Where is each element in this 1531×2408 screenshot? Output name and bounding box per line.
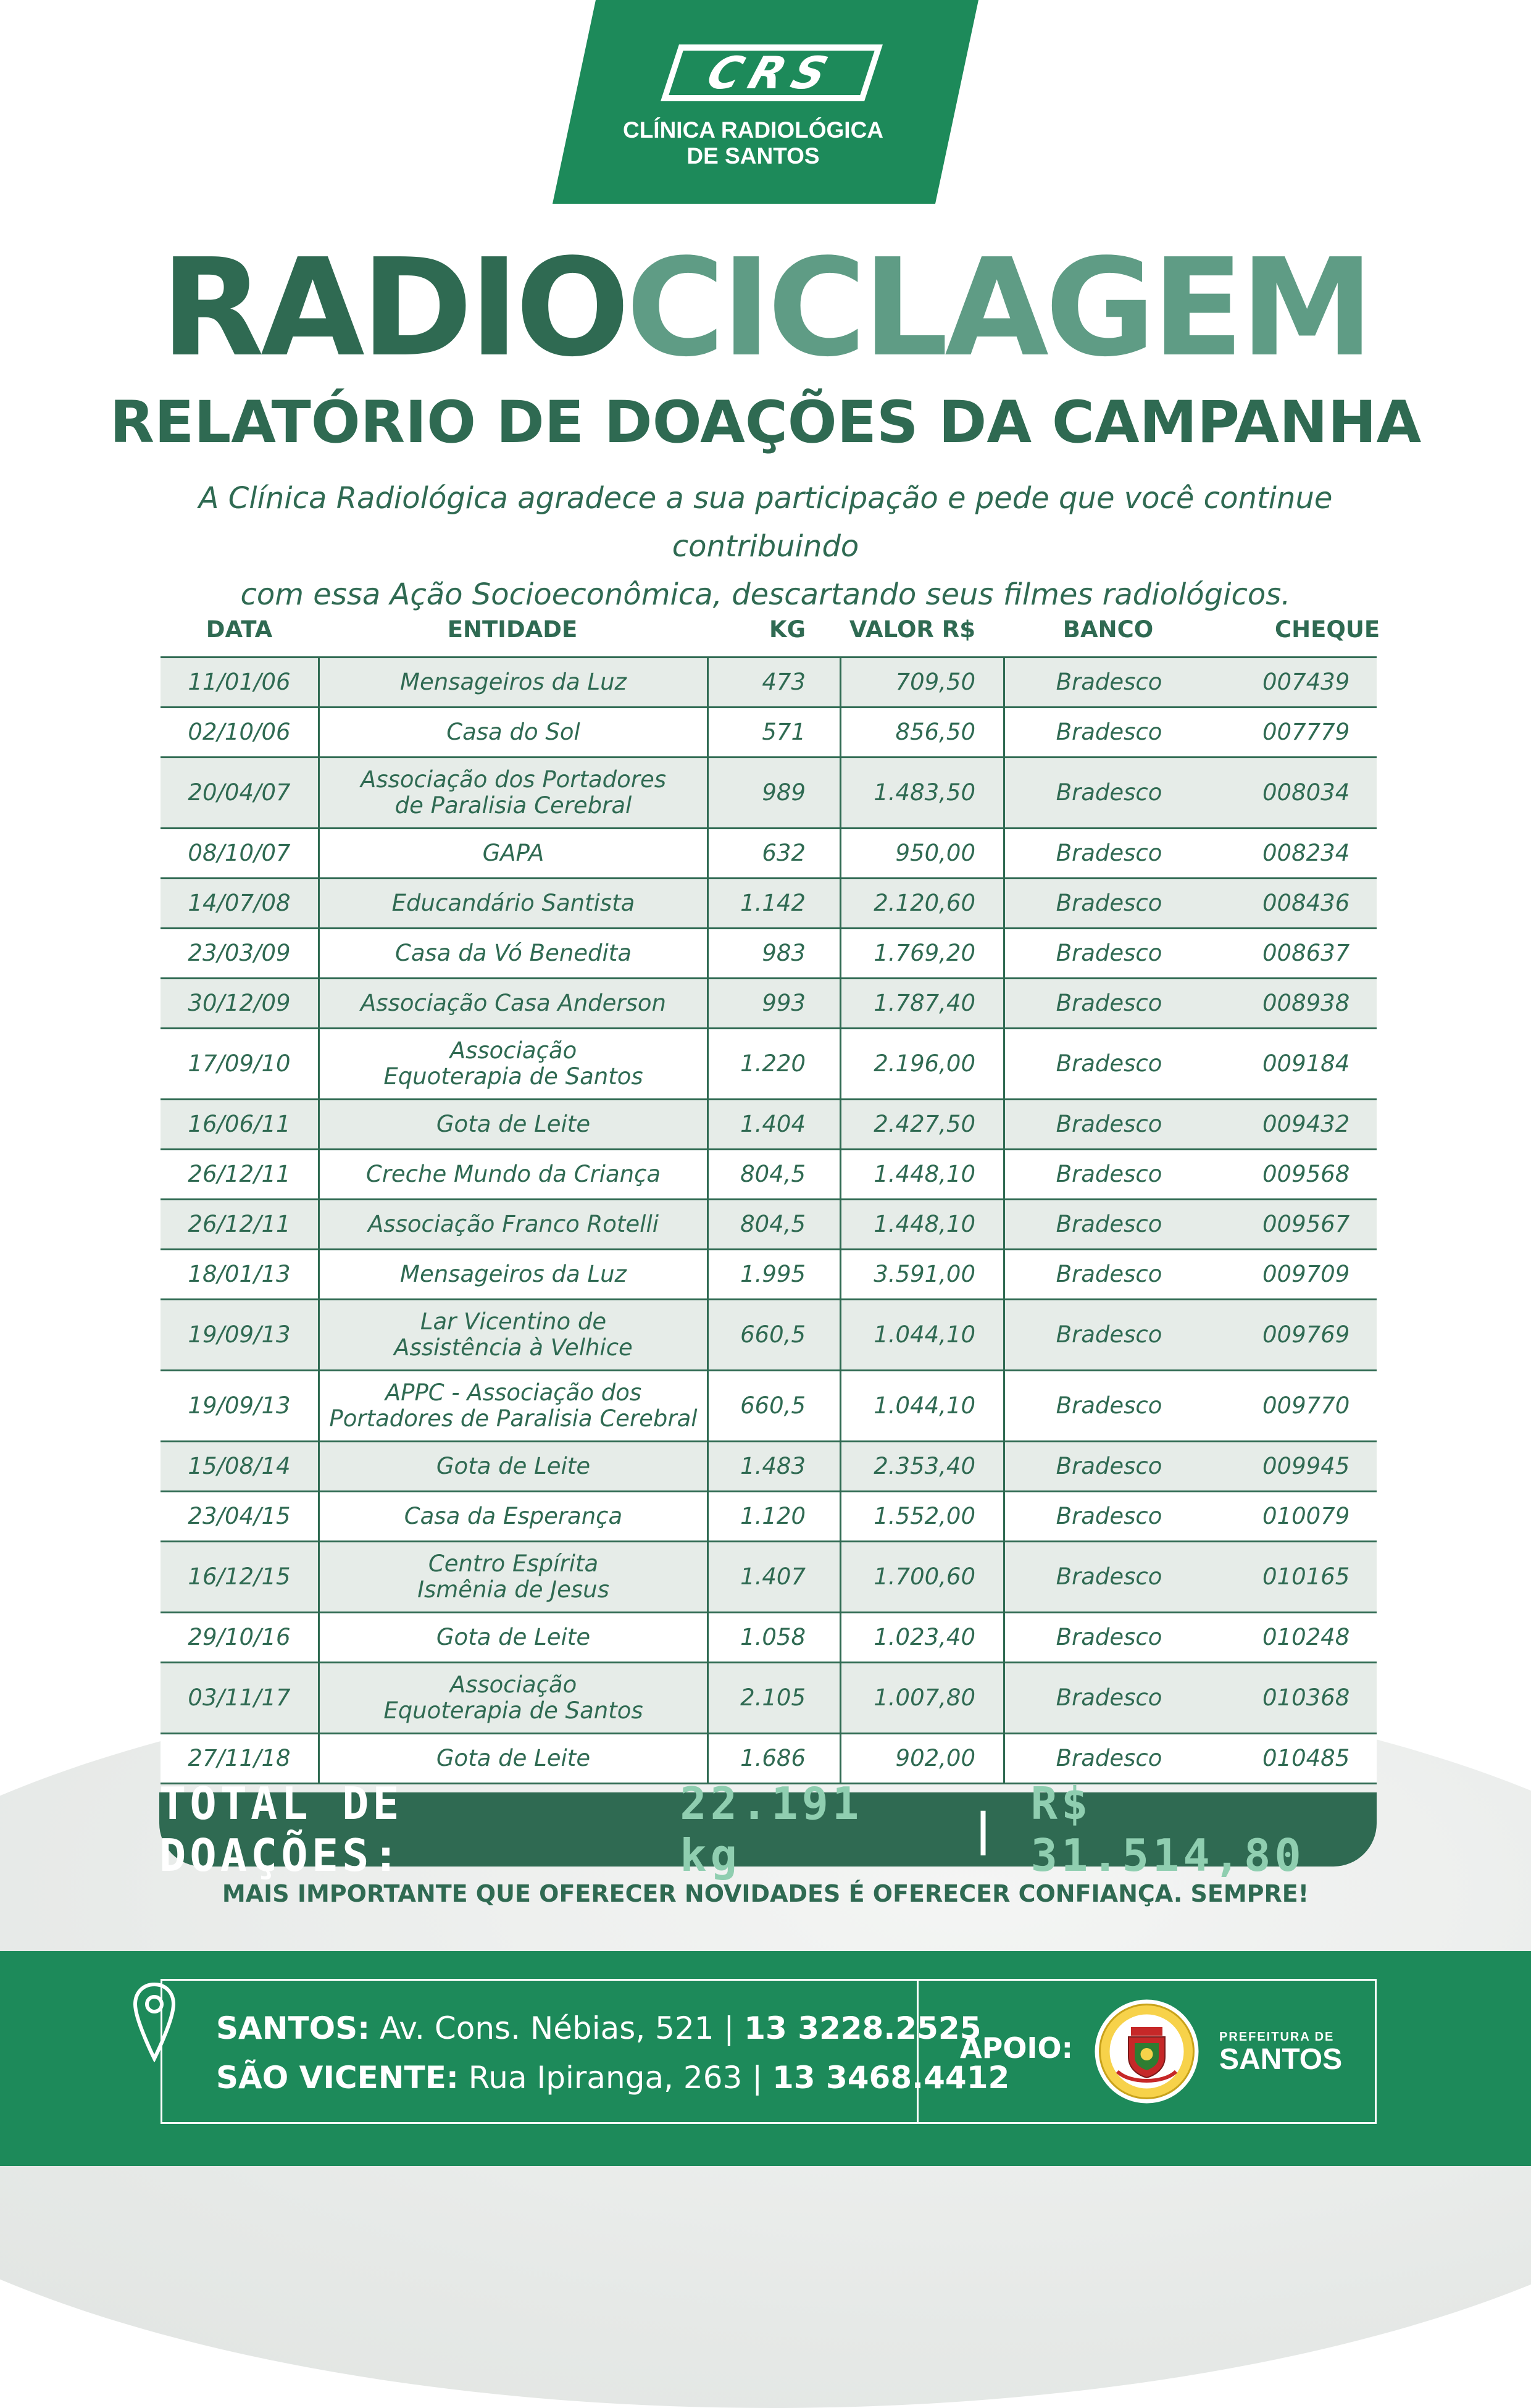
table-row [161, 1442, 1377, 1492]
cell-banco: Bradesco [1003, 1371, 1213, 1440]
cell-cheque: 010165 [1262, 1563, 1350, 1590]
cell-entity [318, 1150, 707, 1198]
cell-valor: 1.044,10 [840, 1371, 1003, 1440]
sv-label: SÃO VICENTE: [216, 2060, 459, 2096]
entity-line1: Associação Franco Rotelli [367, 1211, 659, 1237]
cell-cheque: 009709 [1262, 1261, 1350, 1287]
cell-valor: 1.007,80 [840, 1663, 1003, 1733]
donations-table [161, 602, 1380, 1784]
table-row [161, 1663, 1377, 1734]
total-label: TOTAL DE DOAÇÕES: [159, 1778, 403, 1881]
cell-banco: Bradesco [1003, 979, 1213, 1027]
cell-entity [318, 1100, 707, 1148]
header-entidade: ENTIDADE [447, 616, 578, 643]
cell-date: 16/06/11 [188, 1111, 291, 1137]
cell-cheque: 008234 [1262, 840, 1350, 866]
cell-kg: 571 [707, 708, 840, 756]
cell-banco: Bradesco [1003, 1663, 1213, 1733]
table-row [161, 758, 1377, 829]
cell-kg: 1.407 [707, 1542, 840, 1612]
cell-date: 23/03/09 [188, 940, 291, 966]
address-sao-vicente [216, 2053, 1009, 2102]
entity-line1: Lar Vicentino de [420, 1308, 607, 1335]
cell-date: 14/07/08 [188, 890, 291, 916]
cell-entity [318, 1734, 707, 1783]
total-kg: 22.191 kg [680, 1778, 863, 1881]
header-cheque: CHEQUE [1275, 616, 1380, 643]
cell-date: 16/12/15 [188, 1563, 291, 1590]
cell-kg: 473 [707, 658, 840, 706]
title-part1: RADIO [161, 230, 627, 387]
cell-valor: 2.196,00 [840, 1029, 1003, 1098]
cell-cheque: 007779 [1262, 719, 1350, 745]
cell-kg: 1.483 [707, 1442, 840, 1490]
page-subtitle: RELATÓRIO DE DOAÇÕES DA CAMPANHA [109, 389, 1422, 456]
title-part2: CICLAGEM [626, 230, 1370, 387]
cell-date: 23/04/15 [188, 1503, 291, 1529]
city-seal-icon [1093, 1997, 1201, 2105]
cell-valor: 950,00 [840, 829, 1003, 877]
table-row [161, 1492, 1377, 1542]
cell-valor: 2.427,50 [840, 1100, 1003, 1148]
cell-cheque: 009769 [1262, 1321, 1350, 1348]
cell-cheque: 010485 [1262, 1745, 1350, 1771]
entity-line1: Educandário Santista [391, 890, 635, 916]
table-row [161, 829, 1377, 879]
cell-date: 19/09/13 [188, 1321, 291, 1348]
cell-cheque: 010079 [1262, 1503, 1350, 1529]
location-pin-icon [133, 1982, 176, 2062]
table-row [161, 1150, 1377, 1200]
entity-line1: Associação [449, 1037, 577, 1064]
table-row [161, 1613, 1377, 1663]
cell-banco: Bradesco [1003, 658, 1213, 706]
cell-date: 26/12/11 [188, 1211, 291, 1237]
cell-kg: 993 [707, 979, 840, 1027]
cell-entity [318, 979, 707, 1027]
entity-line1: Creche Mundo da Criança [365, 1161, 661, 1187]
cell-kg: 1.686 [707, 1734, 840, 1783]
cell-banco: Bradesco [1003, 829, 1213, 877]
cell-cheque: 008034 [1262, 779, 1350, 806]
cell-entity [318, 658, 707, 706]
cell-valor: 856,50 [840, 708, 1003, 756]
entity-line1: Gota de Leite [436, 1453, 591, 1479]
cell-cheque: 009945 [1262, 1453, 1350, 1479]
cell-date: 29/10/16 [188, 1624, 291, 1650]
cell-banco: Bradesco [1003, 758, 1213, 827]
header-data: DATA [206, 616, 273, 643]
entity-line2: Equoterapia de Santos [383, 1697, 643, 1724]
prefeitura-big: SANTOS [1219, 2043, 1343, 2076]
entity-line1: Associação dos Portadores [360, 766, 667, 793]
cell-entity [318, 1371, 707, 1440]
cell-banco: Bradesco [1003, 1442, 1213, 1490]
table-row [161, 1029, 1377, 1100]
cell-valor: 3.591,00 [840, 1250, 1003, 1298]
cell-date: 30/12/09 [188, 990, 291, 1016]
cell-banco: Bradesco [1003, 1029, 1213, 1098]
sv-phone: 13 3468.4412 [772, 2060, 1010, 2096]
cell-banco: Bradesco [1003, 879, 1213, 927]
cell-entity [318, 1663, 707, 1733]
cell-kg: 989 [707, 758, 840, 827]
table-row [161, 979, 1377, 1029]
cell-date: 18/01/13 [188, 1261, 291, 1287]
cell-banco: Bradesco [1003, 1100, 1213, 1148]
santos-label: SANTOS: [216, 2010, 370, 2046]
intro-line2: com essa Ação Socioeconômica, descartando seus filmes radiológicos. [240, 577, 1291, 612]
header-valor: VALOR R$ [849, 616, 975, 643]
entity-line2: de Paralisia Cerebral [394, 792, 632, 819]
cell-banco: Bradesco [1003, 1542, 1213, 1612]
cell-kg: 983 [707, 929, 840, 977]
cell-entity [318, 1542, 707, 1612]
cell-entity [318, 879, 707, 927]
cell-kg: 804,5 [707, 1150, 840, 1198]
entity-line2: Ismênia de Jesus [417, 1576, 609, 1603]
cell-kg: 660,5 [707, 1300, 840, 1369]
cell-valor: 1.483,50 [840, 758, 1003, 827]
intro-text [142, 474, 1389, 619]
cell-date: 03/11/17 [188, 1684, 291, 1711]
table-row [161, 929, 1377, 979]
cell-cheque: 009567 [1262, 1211, 1350, 1237]
total-bar [159, 1778, 1377, 1881]
entity-line1: Centro Espírita [428, 1550, 599, 1577]
header-badge [553, 0, 978, 204]
table-row [161, 1200, 1377, 1250]
cell-entity [318, 1613, 707, 1662]
entity-line1: Mensageiros da Luz [400, 669, 627, 695]
cell-cheque: 009770 [1262, 1392, 1350, 1419]
entity-line2: Portadores de Paralisia Cerebral [329, 1405, 698, 1432]
table-row [161, 1300, 1377, 1371]
cell-kg: 660,5 [707, 1371, 840, 1440]
addresses [216, 2004, 1009, 2102]
table-row [161, 1734, 1377, 1784]
cell-entity [318, 1442, 707, 1490]
cell-cheque: 008938 [1262, 990, 1350, 1016]
intro-line1: A Clínica Radiológica agradece a sua participação e pede que você continue contribuindo [198, 481, 1333, 564]
cell-date: 11/01/06 [188, 669, 291, 695]
table-row [161, 879, 1377, 929]
cell-cheque: 010368 [1262, 1684, 1350, 1711]
cell-entity [318, 708, 707, 756]
cell-date: 08/10/07 [188, 840, 291, 866]
table-row [161, 1542, 1377, 1613]
clinic-name-line2: DE SANTOS [686, 143, 820, 169]
total-separator: | [969, 1804, 1001, 1855]
prefeitura-small: PREFEITURA DE [1219, 2030, 1335, 2044]
clinic-name-line1: CLÍNICA RADIOLÓGICA [622, 117, 884, 143]
header-banco: BANCO [1062, 616, 1154, 643]
cell-kg: 1.058 [707, 1613, 840, 1662]
cell-kg: 1.220 [707, 1029, 840, 1098]
cell-date: 17/09/10 [188, 1050, 291, 1077]
cell-cheque: 007439 [1262, 669, 1350, 695]
address-santos [216, 2004, 1009, 2053]
cell-valor: 2.120,60 [840, 879, 1003, 927]
cell-banco: Bradesco [1003, 929, 1213, 977]
crs-logo [661, 44, 883, 101]
table-row [161, 708, 1377, 758]
table-body [161, 656, 1377, 1784]
cell-date: 27/11/18 [188, 1745, 291, 1771]
cell-entity [318, 829, 707, 877]
table-row [161, 1371, 1377, 1442]
cell-valor: 1.700,60 [840, 1542, 1003, 1612]
cell-valor: 1.552,00 [840, 1492, 1003, 1541]
cell-date: 20/04/07 [188, 779, 291, 806]
santos-address: Av. Cons. Nébias, 521 | [370, 2010, 745, 2046]
table-row [161, 1250, 1377, 1300]
cell-banco: Bradesco [1003, 1250, 1213, 1298]
entity-line1: Gota de Leite [436, 1111, 591, 1137]
entity-line1: Gota de Leite [436, 1624, 591, 1650]
logo-text: CRS [701, 47, 843, 99]
cell-kg: 1.995 [707, 1250, 840, 1298]
cell-kg: 1.404 [707, 1100, 840, 1148]
cell-entity [318, 758, 707, 827]
cell-valor: 2.353,40 [840, 1442, 1003, 1490]
cell-kg: 632 [707, 829, 840, 877]
cell-kg: 2.105 [707, 1663, 840, 1733]
entity-line2: Equoterapia de Santos [383, 1063, 643, 1090]
cell-entity [318, 1492, 707, 1541]
cell-date: 02/10/06 [188, 719, 291, 745]
cell-kg: 1.120 [707, 1492, 840, 1541]
cell-date: 15/08/14 [188, 1453, 291, 1479]
cell-entity [318, 929, 707, 977]
entity-line1: Casa da Vó Benedita [395, 940, 632, 966]
cell-kg: 1.142 [707, 879, 840, 927]
sv-address: Rua Ipiranga, 263 | [458, 2060, 772, 2096]
cell-date: 26/12/11 [188, 1161, 291, 1187]
entity-line1: Associação [449, 1671, 577, 1698]
cell-banco: Bradesco [1003, 1200, 1213, 1248]
apoio-label: APOIO: [960, 2031, 1074, 2065]
entity-line1: Casa do Sol [446, 719, 580, 745]
cell-date: 19/09/13 [188, 1392, 291, 1419]
cell-cheque: 009568 [1262, 1161, 1350, 1187]
entity-line2: Assistência à Velhice [394, 1334, 633, 1361]
cell-valor: 1.769,20 [840, 929, 1003, 977]
cell-cheque: 008436 [1262, 890, 1350, 916]
cell-entity [318, 1029, 707, 1098]
cell-kg: 804,5 [707, 1200, 840, 1248]
cell-valor: 1.787,40 [840, 979, 1003, 1027]
entity-line1: APPC - Associação dos [385, 1379, 642, 1406]
cell-valor: 1.044,10 [840, 1300, 1003, 1369]
cell-banco: Bradesco [1003, 1300, 1213, 1369]
cell-valor: 1.448,10 [840, 1200, 1003, 1248]
cell-banco: Bradesco [1003, 1613, 1213, 1662]
santos-phone: 13 3228.2525 [744, 2010, 982, 2046]
entity-line1: Gota de Leite [436, 1745, 591, 1771]
cell-valor: 1.023,40 [840, 1613, 1003, 1662]
entity-line1: Mensageiros da Luz [400, 1261, 627, 1287]
cell-valor: 902,00 [840, 1734, 1003, 1783]
cell-entity [318, 1200, 707, 1248]
table-row [161, 1100, 1377, 1150]
cell-entity [318, 1250, 707, 1298]
cell-cheque: 010248 [1262, 1624, 1350, 1650]
clinic-name [574, 117, 932, 169]
cell-cheque: 009184 [1262, 1050, 1350, 1077]
total-valor: R$ 31.514,80 [1030, 1778, 1305, 1881]
cell-banco: Bradesco [1003, 1734, 1213, 1783]
cell-banco: Bradesco [1003, 1150, 1213, 1198]
cell-valor: 1.448,10 [840, 1150, 1003, 1198]
cell-valor: 709,50 [840, 658, 1003, 706]
cell-banco: Bradesco [1003, 708, 1213, 756]
table-row [161, 658, 1377, 708]
entity-line1: Associação Casa Anderson [360, 990, 667, 1016]
cell-cheque: 009432 [1262, 1111, 1350, 1137]
cell-cheque: 008637 [1262, 940, 1350, 966]
header-kg: KG [769, 616, 806, 643]
page-title [0, 232, 1531, 386]
cell-banco: Bradesco [1003, 1492, 1213, 1541]
table-header [161, 602, 1380, 656]
entity-line1: Casa da Esperança [404, 1503, 623, 1529]
entity-line1: GAPA [482, 840, 544, 866]
cell-entity [318, 1300, 707, 1369]
slogan: MAIS IMPORTANTE QUE OFERECER NOVIDADES É OFERECER CONFIANÇA. SEMPRE! [222, 1880, 1309, 1907]
